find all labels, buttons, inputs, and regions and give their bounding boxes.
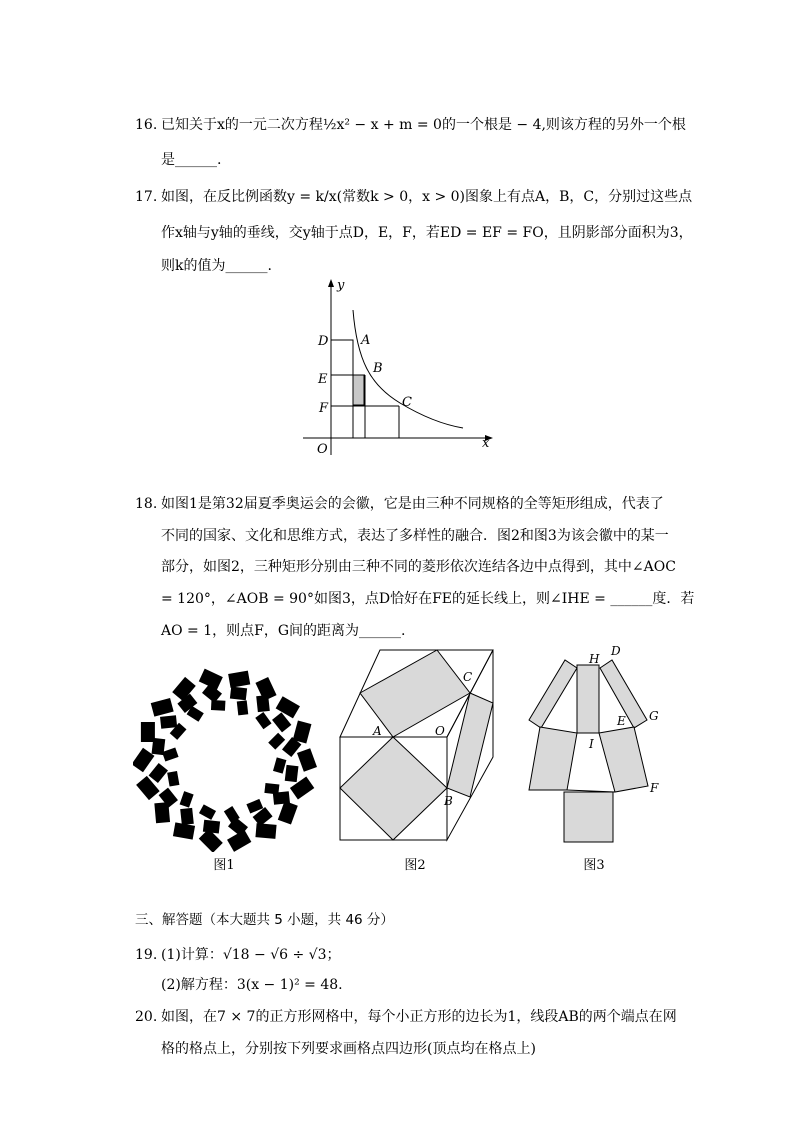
question-text: 如图1是第32届夏季奥运会的会徽，它是由三种不同规格的全等矩形组成，代表了 [161, 496, 664, 512]
olympic-emblem-figure [133, 668, 317, 852]
point-label-e: E [318, 372, 328, 387]
point-label-d: D [318, 334, 329, 349]
inverse-function-figure [295, 275, 500, 460]
question-text: (1)计算：√18 − √6 ÷ √3； [161, 947, 341, 963]
question-number: 20. [135, 1009, 158, 1025]
point-label-h: H [589, 652, 600, 666]
point-label-e: E [617, 714, 626, 728]
point-label-a: A [361, 333, 371, 348]
emblem-rectangle [256, 695, 270, 712]
emblem-rectangle [141, 722, 155, 742]
emblem-rectangle [173, 822, 195, 839]
question-text: 部分，如图2，三种矩形分别由三种不同的菱形依次连结各边中点得到，其中∠AOC [161, 559, 676, 575]
emblem-rectangle [211, 700, 225, 711]
question-text: 如图，在反比例函数y = k/x(常数k > 0，x > 0)图象上有点A，B，C，分别过这些点 [161, 189, 693, 205]
question-text: 作x轴与y轴的垂线，交y轴于点D，E，F，若ED = EF = FO，且阴影部分面积为3， [161, 225, 693, 241]
emblem-rectangle [167, 771, 179, 787]
emblem-rectangle [151, 698, 174, 717]
figure-caption: 图3 [583, 858, 605, 873]
point-label-b: B [444, 794, 453, 808]
emblem-rectangle [255, 823, 276, 839]
question-text: 格的格点上，分别按下列要求画格点四边形(顶点均在格点上) [161, 1041, 536, 1057]
figure-three [522, 640, 667, 845]
emblem-rectangle [203, 820, 220, 834]
emblem-rectangle [273, 757, 286, 773]
point-label-c: C [463, 670, 473, 684]
origin-label: O [317, 442, 328, 457]
emblem-rectangle [160, 715, 177, 729]
axis-label-y: y [337, 278, 345, 293]
question-number: 17. [135, 189, 158, 205]
axis-label-x: x [482, 436, 490, 451]
point-label-g: G [649, 709, 659, 723]
figure-caption: 图1 [213, 858, 235, 873]
question-number: 19. [135, 947, 158, 963]
question-text: 如图，在7 × 7的正方形网格中，每个小正方形的边长为1，线段AB的两个端点在网 [161, 1009, 677, 1025]
point-label-o: O [435, 724, 445, 738]
question-text: 已知关于x的一元二次方程½x² − x + m = 0的一个根是 − 4,则该方程的另外一个根 [161, 117, 686, 133]
emblem-rectangle [297, 748, 317, 772]
emblem-rectangle [268, 733, 285, 750]
emblem-rectangle [180, 791, 194, 808]
question-text: 则k的值为______. [161, 258, 272, 274]
figure-two [333, 645, 498, 845]
emblem-rectangle [180, 808, 194, 825]
question-text: AO = 1，则点F，G间的距离为______. [161, 623, 406, 639]
question-number: 18. [135, 496, 158, 512]
emblem-rectangle [230, 687, 247, 701]
figure-caption: 图2 [404, 858, 426, 873]
emblem-rectangle [278, 801, 298, 825]
point-label-i: I [589, 737, 594, 751]
emblem-rectangle [285, 765, 299, 782]
emblem-rectangle [264, 783, 279, 794]
question-text: 是______. [161, 152, 222, 168]
point-label-b: B [373, 361, 383, 376]
emblem-rectangle [237, 700, 248, 715]
point-label-c: C [402, 395, 412, 410]
emblem-rectangle [133, 748, 154, 772]
emblem-rectangle [149, 763, 168, 783]
emblem-rectangle [255, 712, 271, 729]
emblem-rectangle [199, 804, 216, 819]
point-label-f: F [319, 401, 329, 416]
question-text: 不同的国家、文化和思维方式，表达了多样性的融合．图2和图3为该会徽中的某一 [161, 528, 669, 544]
point-label-a: A [373, 724, 382, 738]
emblem-rectangle [162, 747, 179, 761]
question-number: 16. [135, 117, 158, 133]
question-text: (2)解方程：3(x − 1)² = 48. [161, 977, 343, 993]
question-text: = 120°，∠AOB = 90°如图3，点D恰好在FE的延长线上，则∠IHE = ______度．若 [161, 591, 695, 607]
point-label-d: D [611, 644, 621, 658]
section-title: 三、解答题（本大题共 5 小题，共 46 分） [135, 912, 394, 928]
point-label-f: F [650, 781, 659, 795]
emblem-rectangle [228, 671, 250, 688]
